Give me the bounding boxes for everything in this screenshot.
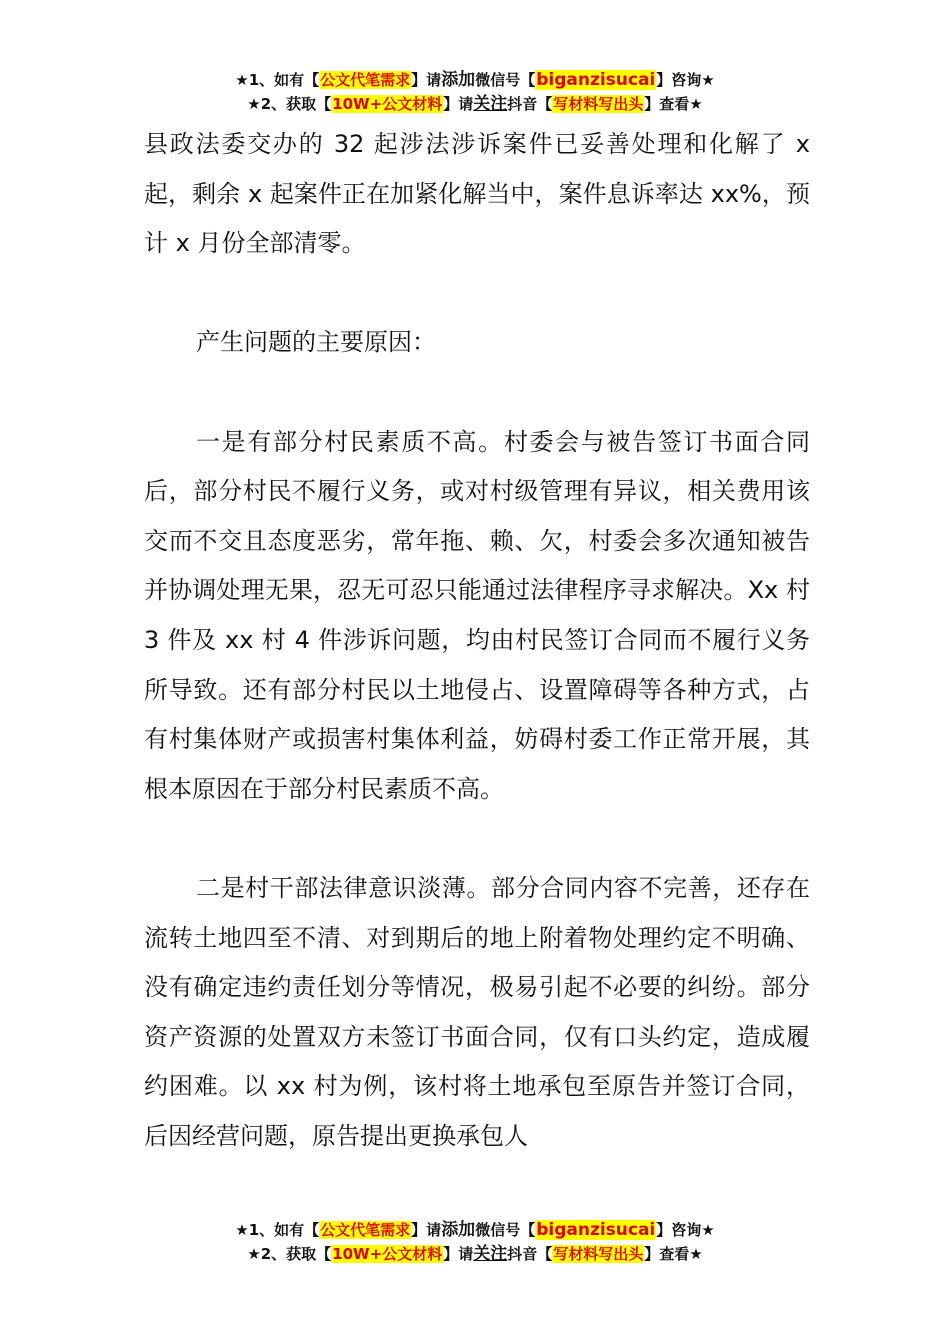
paragraph: 一是有部分村民素质不高。村委会与被告签订书面合同后，部分村民不履行义务，或对村级管理有异议，相关费用该交而不交且态度恶劣，常年拖、赖、欠，村委会多次通知被告并协调处理无果，忍无可忍只能通过法律程序寻求解决。Xx 村 3 件及 xx 村 4 件涉诉问题，均由村民签订合同而不履行义务所导致。还有部分村民以土地侵占、设置障碍等各种方式，占有村集体财产或损害村集体利益，妨碍村委工作正常开展，其根本原因在于部分村民素质不高。 xyxy=(144,427,810,803)
banner-text: 】请 xyxy=(443,95,474,113)
banner-text: 】请 xyxy=(411,1221,442,1239)
banner-line-1 xyxy=(0,1218,950,1242)
header-banner xyxy=(0,68,950,116)
banner-text: 关注 xyxy=(473,94,508,114)
footer-banner xyxy=(0,1218,950,1266)
banner-text: 】请 xyxy=(411,71,442,89)
wechat-id: biganzisucai xyxy=(536,1220,656,1240)
banner-text: 抖音【 xyxy=(507,1245,553,1263)
banner-text: 添加 xyxy=(441,1220,476,1240)
paragraph: 产生问题的主要原因： xyxy=(196,328,436,357)
banner-text: ★1、如有【 xyxy=(235,71,320,89)
banner-text: 抖音【 xyxy=(507,95,553,113)
banner-text: 微信号【 xyxy=(475,71,536,89)
banner-highlight: 写材料写出头 xyxy=(553,95,644,113)
banner-highlight: 公文代笔需求 xyxy=(320,1221,411,1239)
banner-text: 】请 xyxy=(443,1245,474,1263)
document-body xyxy=(144,120,810,1161)
banner-line-2 xyxy=(0,1242,950,1266)
banner-text: 添加 xyxy=(441,70,476,90)
banner-text: ★2、获取【 xyxy=(247,95,332,113)
banner-text: ★1、如有【 xyxy=(235,1221,320,1239)
banner-text: 】咨询★ xyxy=(656,1221,715,1239)
wechat-id: biganzisucai xyxy=(536,70,656,90)
paragraph: 县政法委交办的 32 起涉法涉诉案件已妥善处理和化解了 x 起，剩余 x 起案件正在加紧化解当中，案件息诉率达 xx%，预计 x 月份全部清零。 xyxy=(144,130,810,258)
banner-text: ★2、获取【 xyxy=(247,1245,332,1263)
banner-text: 】咨询★ xyxy=(656,71,715,89)
banner-text: 】查看★ xyxy=(644,1245,703,1263)
paragraph: 二是村干部法律意识淡薄。部分合同内容不完善，还存在流转土地四至不清、对到期后的地上附着物处理约定不明确、没有确定违约责任划分等情况，极易引起不必要的纠纷。部分资产资源的处置双方未签订书面合同，仅有口头约定，造成履约困难。以 xx 村为例，该村将土地承包至原告并签订合同，后因经营问题，原告提出更换承包人 xyxy=(144,873,810,1150)
banner-highlight: 公文代笔需求 xyxy=(320,71,411,89)
banner-text: 】查看★ xyxy=(644,95,703,113)
banner-highlight: 10W+公文材料 xyxy=(332,1245,443,1263)
banner-highlight: 写材料写出头 xyxy=(553,1245,644,1263)
banner-line-2 xyxy=(0,92,950,116)
banner-highlight: 10W+公文材料 xyxy=(332,95,443,113)
banner-text: 微信号【 xyxy=(475,1221,536,1239)
banner-text: 关注 xyxy=(473,1244,508,1264)
banner-line-1 xyxy=(0,68,950,92)
